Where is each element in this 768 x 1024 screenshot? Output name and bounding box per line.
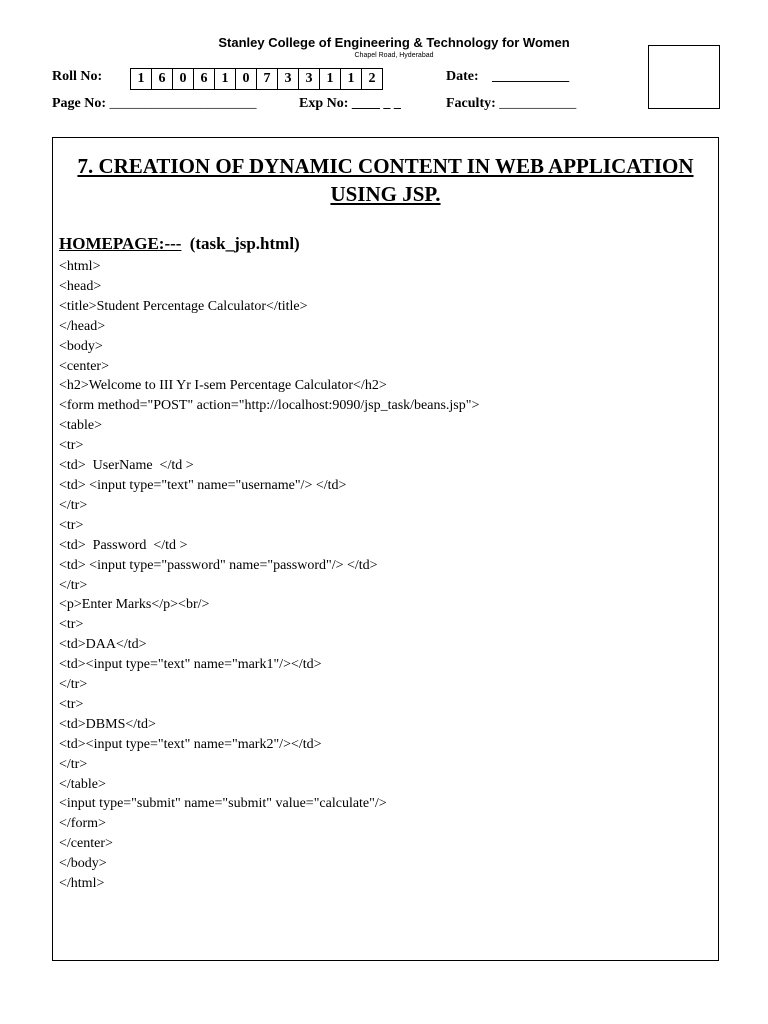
code-line: <td> Password </td > <box>59 537 188 553</box>
code-line: <input type="submit" name="submit" value="calculate"/> <box>59 796 387 812</box>
roll-digit: 0 <box>172 68 194 90</box>
code-line: <td>DBMS</td> <box>59 716 156 732</box>
code-line: <head> <box>59 278 102 294</box>
roll-digit: 1 <box>319 68 341 90</box>
roll-digit: 3 <box>277 68 299 90</box>
code-line: <td> <input type="text" name="username"/> </td> <box>59 477 347 493</box>
roll-digit: 1 <box>340 68 362 90</box>
college-address: Chapel Road, Hyderabad <box>354 52 434 59</box>
code-line: </tr> <box>59 677 88 693</box>
code-line: <p>Enter Marks</p><br/> <box>59 597 210 613</box>
experiment-title <box>52 152 719 208</box>
title-line-2: USING JSP. <box>330 182 441 206</box>
roll-digit: 2 <box>361 68 383 90</box>
code-line: <td> <input type="password" name="password"/> </td> <box>59 557 378 573</box>
code-line: <td><input type="text" name="mark1"/></td> <box>59 657 322 673</box>
code-line: <title>Student Percentage Calculator</title> <box>59 298 308 314</box>
code-line: </tr> <box>59 497 88 513</box>
faculty-value: ___________ <box>499 96 577 111</box>
date-field <box>446 69 569 85</box>
code-line: </form> <box>59 816 106 832</box>
roll-digit: 0 <box>235 68 257 90</box>
code-line: <tr> <box>59 617 84 633</box>
code-line: </tr> <box>59 577 88 593</box>
code-line: <td>DAA</td> <box>59 637 147 653</box>
page-no-value: _____________________ <box>109 96 257 111</box>
date-value: ___________ <box>492 69 570 84</box>
code-line: </body> <box>59 856 107 872</box>
page-no-field <box>52 96 257 112</box>
code-line: <body> <box>59 338 103 354</box>
code-line: <td> UserName </td > <box>59 458 194 474</box>
code-line: <tr> <box>59 438 84 454</box>
roll-digit: 1 <box>214 68 236 90</box>
roll-digit: 1 <box>130 68 152 90</box>
code-listing <box>59 257 479 894</box>
faculty-field <box>446 96 576 112</box>
section-file: (task_jsp.html) <box>189 234 300 253</box>
code-line: <table> <box>59 418 102 434</box>
date-label: Date: <box>446 69 479 84</box>
roll-number-cells <box>130 68 383 90</box>
code-line: </center> <box>59 836 113 852</box>
code-line: </tr> <box>59 756 88 772</box>
code-line: <td><input type="text" name="mark2"/></td> <box>59 736 322 752</box>
exp-no-field <box>299 96 401 112</box>
code-line: <center> <box>59 358 109 374</box>
roll-digit: 3 <box>298 68 320 90</box>
exp-no-label: Exp No: <box>299 96 349 111</box>
code-line: <html> <box>59 259 101 274</box>
code-line: </table> <box>59 776 106 792</box>
roll-digit: 6 <box>193 68 215 90</box>
section-heading <box>59 234 300 254</box>
section-title: HOMEPAGE:--- <box>59 234 182 253</box>
roll-digit: 7 <box>256 68 278 90</box>
photo-box <box>648 45 720 109</box>
roll-label: Roll No: <box>52 69 103 84</box>
title-line-1: 7. CREATION OF DYNAMIC CONTENT IN WEB APPLICATION <box>77 154 694 178</box>
college-name: Stanley College of Engineering & Technology for Women <box>218 35 570 50</box>
code-line: </head> <box>59 318 106 334</box>
exp-no-value: ____ _ _ <box>351 96 401 111</box>
faculty-label: Faculty: <box>446 96 496 111</box>
code-line: </html> <box>59 876 105 892</box>
page-no-label: Page No: <box>52 96 107 111</box>
code-line: <tr> <box>59 696 84 712</box>
code-line: <h2>Welcome to III Yr I-sem Percentage Calculator</h2> <box>59 378 387 394</box>
code-line: <tr> <box>59 517 84 533</box>
roll-digit: 6 <box>151 68 173 90</box>
code-line: <form method="POST" action="http://localhost:9090/jsp_task/beans.jsp"> <box>59 398 480 414</box>
